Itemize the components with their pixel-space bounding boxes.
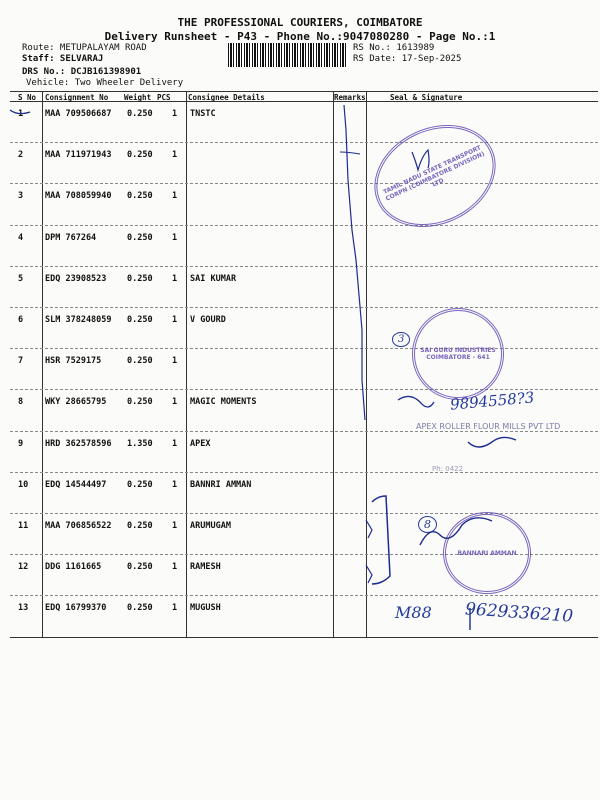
col-remarks: Remarks: [334, 93, 366, 102]
col-seal: Seal & Signature: [390, 93, 463, 102]
row-pcs: 1: [172, 438, 178, 449]
row-sno: 12: [18, 562, 29, 573]
rs-date: RS Date: 17-Sep-2025: [353, 54, 462, 64]
row-pcs: 1: [172, 232, 178, 243]
row-consignment: HRD 362578596: [45, 438, 112, 449]
handwritten-phone-2: 9629336210: [464, 599, 574, 627]
handwritten-phone: 9894558?3: [449, 388, 536, 414]
row-weight: 0.250: [127, 562, 153, 573]
row-consignment: DPM 767264: [45, 232, 97, 243]
row-consignment: DDG 1161665: [45, 562, 102, 573]
tnstc-stamp: TAMIL NADU STATE TRANSPORT CORPN (COIMBATORE DIVISION) LTD: [358, 106, 513, 246]
circle-number-2: 8: [418, 516, 437, 533]
row-consignee: SAI KUMAR: [190, 273, 237, 284]
industry-stamp: SAI GURU INDUSTRIES COIMBATORE - 641: [412, 308, 504, 400]
row-sno: 9: [18, 438, 24, 449]
col-consignment: Consignment No: [45, 93, 109, 102]
drs-number: DRS No.: DCJB161398901: [22, 67, 142, 77]
row-pcs: 1: [172, 521, 178, 531]
row-weight: 0.250: [127, 273, 153, 284]
row-consignee: APEX: [190, 438, 211, 449]
row-weight: 0.250: [127, 356, 153, 367]
row-sno: 13: [18, 603, 29, 614]
row-consignee: MUGUSH: [190, 603, 221, 614]
row-consignee: BANNRI AMMAN: [190, 479, 252, 490]
row-sno: 1: [18, 109, 24, 119]
col-consignee: Consignee Details: [188, 93, 265, 102]
row-pcs: 1: [172, 562, 178, 573]
row-consignee: ARUMUGAM: [190, 521, 231, 531]
row-sno: 6: [18, 315, 24, 325]
row-pcs: 1: [172, 315, 178, 325]
circle-number: 3: [392, 332, 410, 347]
row-weight: 0.250: [127, 150, 153, 161]
row-weight: 0.250: [127, 397, 153, 408]
document-title: THE PROFESSIONAL COURIERS, COIMBATORE: [177, 16, 423, 29]
row-pcs: 1: [172, 479, 178, 490]
row-pcs: 1: [172, 356, 178, 367]
row-pcs: 1: [172, 191, 178, 202]
apex-stamp: APEX ROLLER FLOUR MILLS PVT LTD: [416, 422, 561, 431]
row-consignment: MAA 708059940: [45, 191, 112, 202]
staff: Staff: SELVARAJ: [22, 54, 104, 64]
row-weight: 0.250: [127, 191, 153, 202]
row-consignment: WKY 28665795: [45, 397, 107, 408]
row-consignee: RAMESH: [190, 562, 221, 573]
row-sno: 10: [18, 479, 29, 490]
row-pcs: 1: [172, 150, 178, 161]
row-weight: 0.250: [127, 109, 153, 119]
apex-stamp-phone: Ph: 0422: [432, 465, 464, 473]
col-pcs: PCS: [157, 93, 171, 102]
row-consignment: EDQ 23908523: [45, 273, 107, 284]
row-weight: 0.250: [127, 603, 153, 614]
row-pcs: 1: [172, 397, 178, 408]
row-consignment: MAA 706856522: [45, 521, 112, 531]
row-weight: 1.350: [127, 438, 153, 449]
col-weight: Weight: [124, 93, 152, 102]
row-consignment: MAA 711971943: [45, 150, 112, 161]
row-sno: 2: [18, 150, 24, 161]
row-sno: 11: [18, 521, 29, 531]
row-weight: 0.250: [127, 521, 153, 531]
col-sno: S No: [18, 93, 37, 102]
row-pcs: 1: [172, 603, 178, 614]
vehicle: Vehicle: Two Wheeler Delivery: [26, 78, 184, 88]
row-pcs: 1: [172, 273, 178, 284]
route: Route: METUPALAYAM ROAD: [22, 43, 147, 53]
row-consignee: TNSTC: [190, 109, 216, 119]
amman-stamp: BANNARI AMMAN: [443, 512, 531, 594]
document-subtitle: Delivery Runsheet - P43 - Phone No.:9047080280 - Page No.:1: [104, 30, 496, 43]
row-consignment: MAA 709506687: [45, 109, 112, 119]
row-sno: 5: [18, 273, 24, 284]
row-sno: 3: [18, 191, 24, 202]
row-consignment: EDQ 14544497: [45, 479, 107, 490]
row-consignee: MAGIC MOMENTS: [190, 397, 257, 408]
row-weight: 0.250: [127, 232, 153, 243]
row-consignment: SLM 378248059: [45, 315, 112, 325]
row-weight: 0.250: [127, 315, 153, 325]
row-sno: 4: [18, 232, 24, 243]
row-consignment: HSR 7529175: [45, 356, 102, 367]
row-pcs: 1: [172, 109, 178, 119]
row-sno: 8: [18, 397, 24, 408]
handwritten-name: M88: [395, 603, 432, 622]
row-sno: 7: [18, 356, 24, 367]
row-weight: 0.250: [127, 479, 153, 490]
row-consignee: V GOURD: [190, 315, 226, 325]
rs-number: RS No.: 1613989: [353, 43, 435, 53]
row-consignment: EDQ 16799370: [45, 603, 107, 614]
